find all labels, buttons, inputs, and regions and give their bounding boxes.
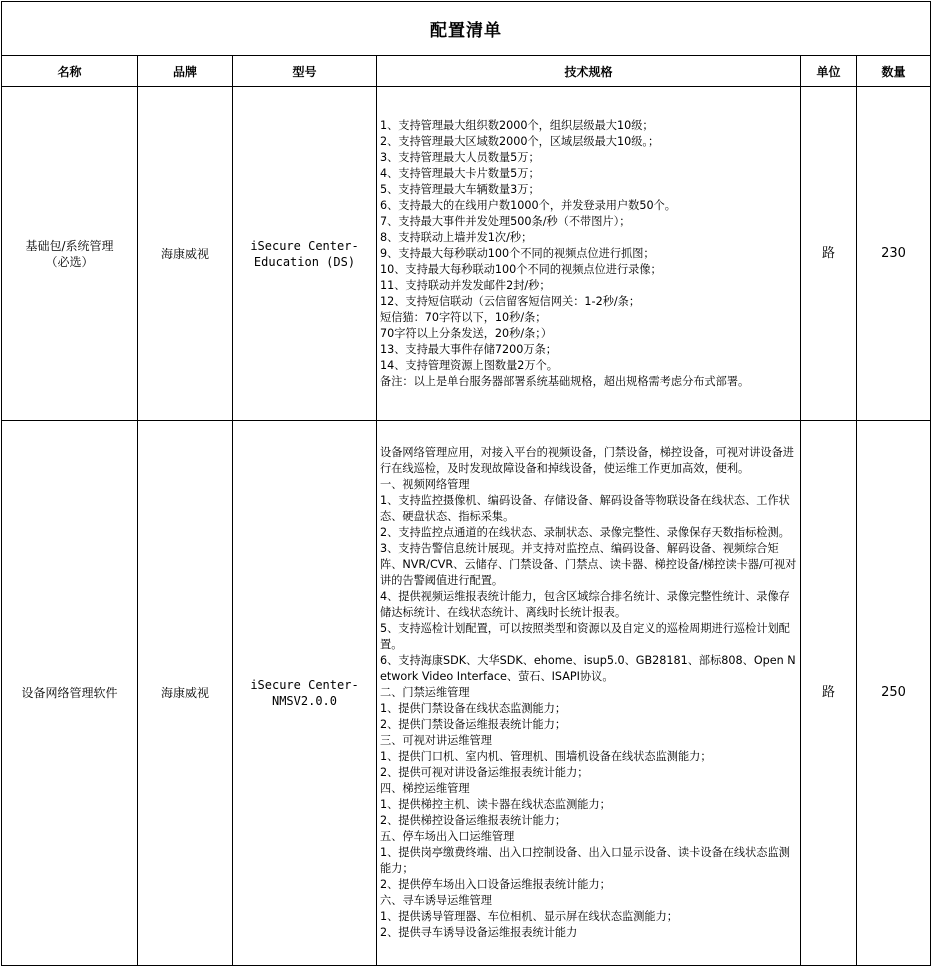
header-spec: 技术规格 [377,56,801,87]
spec-line: 70字符以上分条发送，20秒/条；） [380,326,553,340]
spec-line: 2、提供可视对讲设备运维报表统计能力； [380,766,589,779]
spec-list [380,445,797,941]
spec-line: 6、支持海康SDK、大华SDK、ehome、isup5.0、GB28181、部标808、Open Network Video Interface、萤石、ISAPI协议。 [380,654,796,683]
spec-line: 1、提供门口机、室内机、管理机、围墙机设备在线状态监测能力； [380,750,712,763]
item-model-line: NMSV2.0.0 [271,694,338,708]
spec-line: 4、支持管理最大卡片数量5万； [380,166,540,180]
item-model-cell [233,421,377,966]
item-spec-cell [377,87,801,421]
spec-line: 备注：以上是单台服务器部署系统基础规格，超出规格需考虑分布式部署。 [380,374,750,388]
spec-line: 2、支持监控点通道的在线状态、录制状态、录像完整性、录像保存天数指标检测。 [380,526,790,539]
spec-line: 设备网络管理应用，对接入平台的视频设备，门禁设备，梯控设备，可视对讲设备进行在线巡检，及时发现故障设备和掉线设备，使运维工作更加高效，便利。 [380,446,794,475]
spec-line: 1、提供诱导管理器、车位相机、显示屏在线状态监测能力； [380,910,678,923]
item-name-cell [2,87,138,421]
spec-line: 1、支持管理最大组织数2000个，组织层级最大10级； [380,118,654,132]
spec-line: 13、支持最大事件存储7200万条； [380,342,557,356]
spec-line: 8、支持联动上墙并发1次/秒； [380,230,533,244]
spec-line: 二、门禁运维管理 [380,686,470,699]
item-qty: 250 [857,421,931,966]
spec-line: 3、支持管理最大人员数量5万； [380,150,540,164]
spec-line: 1、提供梯控主机、读卡器在线状态监测能力； [380,798,611,811]
configuration-list-table [1,1,931,966]
header-brand: 品牌 [138,56,233,87]
item-name: 设备网络管理软件 [21,686,118,700]
spec-line: 7、支持最大事件并发处理500条/秒（不带图片）； [380,214,631,228]
spec-line: 6、支持最大的在线用户数1000个，并发登录用户数50个。 [380,198,676,212]
spec-line: 短信猫：70字符以下，10秒/条； [380,310,547,324]
header-qty: 数量 [857,56,931,87]
item-model-cell [233,87,377,421]
item-name-cell [2,421,138,966]
header-name: 名称 [2,56,138,87]
item-qty: 230 [857,87,931,421]
header-unit: 单位 [801,56,857,87]
spec-line: 2、提供寻车诱导设备运维报表统计能力 [380,926,578,939]
spec-line: 2、提供梯控设备运维报表统计能力； [380,814,567,827]
item-name: 基础包/系统管理 [25,238,114,253]
spec-line: 1、支持监控摄像机、编码设备、存储设备、解码设备等物联设备在线状态、工作状态、硬盘状态、指标采集。 [380,494,790,523]
spec-line: 4、提供视频运维报表统计能力，包含区域综合排名统计、录像完整性统计、录像存储达标统计、在线状态统计、离线时长统计报表。 [380,590,790,619]
spec-line: 1、提供岗亭缴费终端、出入口控制设备、出入口显示设备、读卡设备在线状态监测能力； [380,846,790,875]
item-unit: 路 [801,87,857,421]
spec-line: 5、支持管理最大车辆数量3万； [380,182,540,196]
spec-line: 11、支持联动并发发邮件2封/秒； [380,278,551,292]
spec-line: 3、支持告警信息统计展现。并支持对监控点、编码设备、解码设备、视频综合矩阵、NVR/CVR、云储存、门禁设备、门禁点、读卡器、梯控设备/梯控读卡器/可视对讲的告警阈值进行配置。 [380,542,797,587]
spec-line: 5、支持巡检计划配置，可以按照类型和资源以及自定义的巡检周期进行巡检计划配置。 [380,622,790,651]
item-model-line: iSecure Center- [250,238,359,253]
header-model: 型号 [233,56,377,87]
spec-line: 四、梯控运维管理 [380,782,470,795]
spec-line: 14、支持管理资源上图数量2万个。 [380,358,558,372]
spec-list [380,118,797,390]
table-row [2,421,931,966]
spec-line: 1、提供门禁设备在线状态监测能力； [380,702,567,715]
spec-line: 10、支持最大每秒联动100个不同的视频点位进行录像； [380,262,662,276]
spec-line: 9、支持最大每秒联动100个不同的视频点位进行抓图； [380,246,655,260]
item-brand: 海康威视 [138,87,233,421]
spec-line: 五、停车场出入口运维管理 [380,830,515,843]
spec-line: 12、支持短信联动（云信留客短信网关：1-2秒/条； [380,294,641,308]
item-spec-cell [377,421,801,966]
spec-line: 2、提供门禁设备运维报表统计能力； [380,718,567,731]
item-brand: 海康威视 [138,421,233,966]
spec-line: 三、可视对讲运维管理 [380,734,492,747]
item-name-note: （必选） [45,254,94,269]
table-row [2,87,931,421]
spec-line: 2、支持管理最大区域数2000个，区域层级最大10级。； [380,134,660,148]
spec-line: 六、寻车诱导运维管理 [380,894,492,907]
table-title: 配置清单 [2,2,931,56]
item-model-line: iSecure Center- [250,678,359,692]
spec-line: 一、视频网络管理 [380,478,470,491]
item-model-line: Education (DS) [253,254,356,269]
item-unit: 路 [801,421,857,966]
header-row [2,56,931,87]
spec-line: 2、提供停车场出入口设备运维报表统计能力； [380,878,611,891]
